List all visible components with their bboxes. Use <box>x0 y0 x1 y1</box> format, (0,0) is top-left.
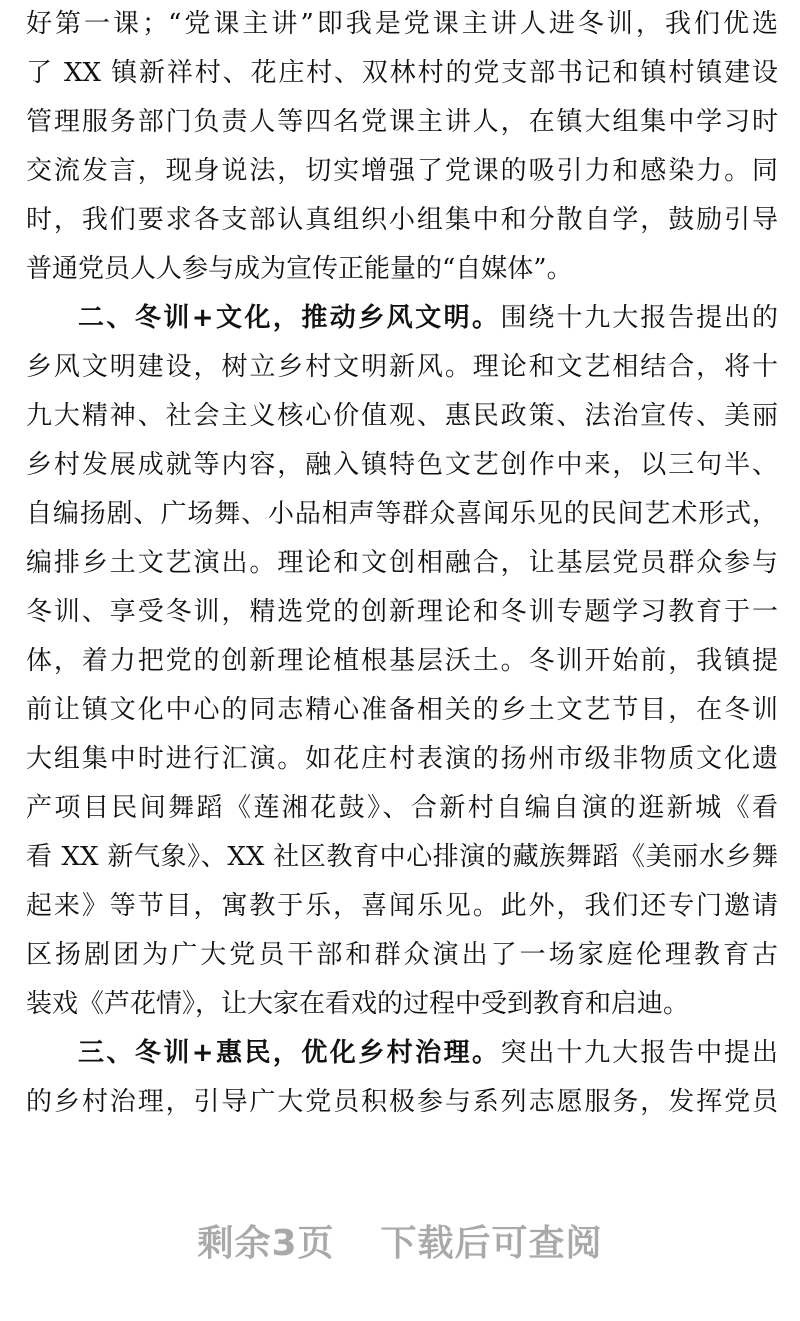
download-prompt[interactable] <box>0 1215 800 1275</box>
text-line: 好第一课；“党课主讲”即我是党课主讲人进冬训，我们优选 <box>26 9 778 39</box>
text-line: 装戏《芦花情》，让大家在看戏的过程中受到教育和启迪。 <box>26 989 690 1019</box>
text-line: 了 XX 镇新祥村、花庄村、双林村的党支部书记和镇村镇建设 <box>26 58 778 88</box>
text-line: 前让镇文化中心的同志精心准备相关的乡土文艺节目，在冬训 <box>26 695 778 725</box>
section-2-first-line <box>26 294 778 343</box>
text-line: 自编扬剧、广场舞、小品相声等群众喜闻乐见的民间艺术形式， <box>26 499 778 529</box>
text-line: 交流发言，现身说法，切实增强了党课的吸引力和感染力。同 <box>26 156 778 186</box>
section-3-first-line <box>26 1029 778 1078</box>
download-to-view-label: 下载后可查阅 <box>380 1223 603 1264</box>
text-line: 九大精神、社会主义核心价值观、惠民政策、法治宣传、美丽 <box>26 401 778 431</box>
text-line: 管理服务部门负责人等四名党课主讲人，在镇大组集中学习时 <box>26 107 778 137</box>
text-line: 产项目民间舞蹈《莲湘花鼓》、合新村自编自演的逛新城《看 <box>26 793 778 823</box>
section-2-first-rest: 围绕十九大报告提出的 <box>500 303 778 333</box>
text-line: 冬训、享受冬训，精选党的创新理论和冬训专题学习教育于一 <box>26 597 778 627</box>
section-3-heading: 三、冬训+惠民，优化乡村治理。 <box>78 1038 501 1068</box>
text-line: 看 XX 新气象》、XX 社区教育中心排演的藏族舞蹈《美丽水乡舞 <box>26 842 778 872</box>
document-body <box>26 0 778 1127</box>
text-line: 体，着力把党的创新理论植根基层沃土。冬训开始前，我镇提 <box>26 646 778 676</box>
text-line: 大组集中时进行汇演。如花庄村表演的扬州市级非物质文化遗 <box>26 744 778 774</box>
text-line: 乡风文明建设，树立乡村文明新风。理论和文艺相结合，将十 <box>26 352 778 382</box>
remaining-pages-label: 剩余3页 <box>197 1223 335 1264</box>
text-line: 起来》等节目，寓教于乐，喜闻乐见。此外，我们还专门邀请 <box>26 891 778 921</box>
text-line: 的乡村治理，引导广大党员积极参与系列志愿服务，发挥党员 <box>26 1087 778 1117</box>
section-3-first-rest: 突出十九大报告中提出 <box>500 1038 778 1068</box>
text-line: 编排乡土文艺演出。理论和文创相融合，让基层党员群众参与 <box>26 548 778 578</box>
section-2-heading: 二、冬训+文化，推动乡风文明。 <box>78 303 501 333</box>
text-line: 乡村发展成就等内容，融入镇特色文艺创作中来，以三句半、 <box>26 450 778 480</box>
text-line: 区扬剧团为广大党员干部和群众演出了一场家庭伦理教育古 <box>26 940 778 970</box>
text-line: 普通党员人人参与成为宣传正能量的“自媒体”。 <box>26 254 573 284</box>
text-line: 时，我们要求各支部认真组织小组集中和分散自学，鼓励引导 <box>26 205 778 235</box>
